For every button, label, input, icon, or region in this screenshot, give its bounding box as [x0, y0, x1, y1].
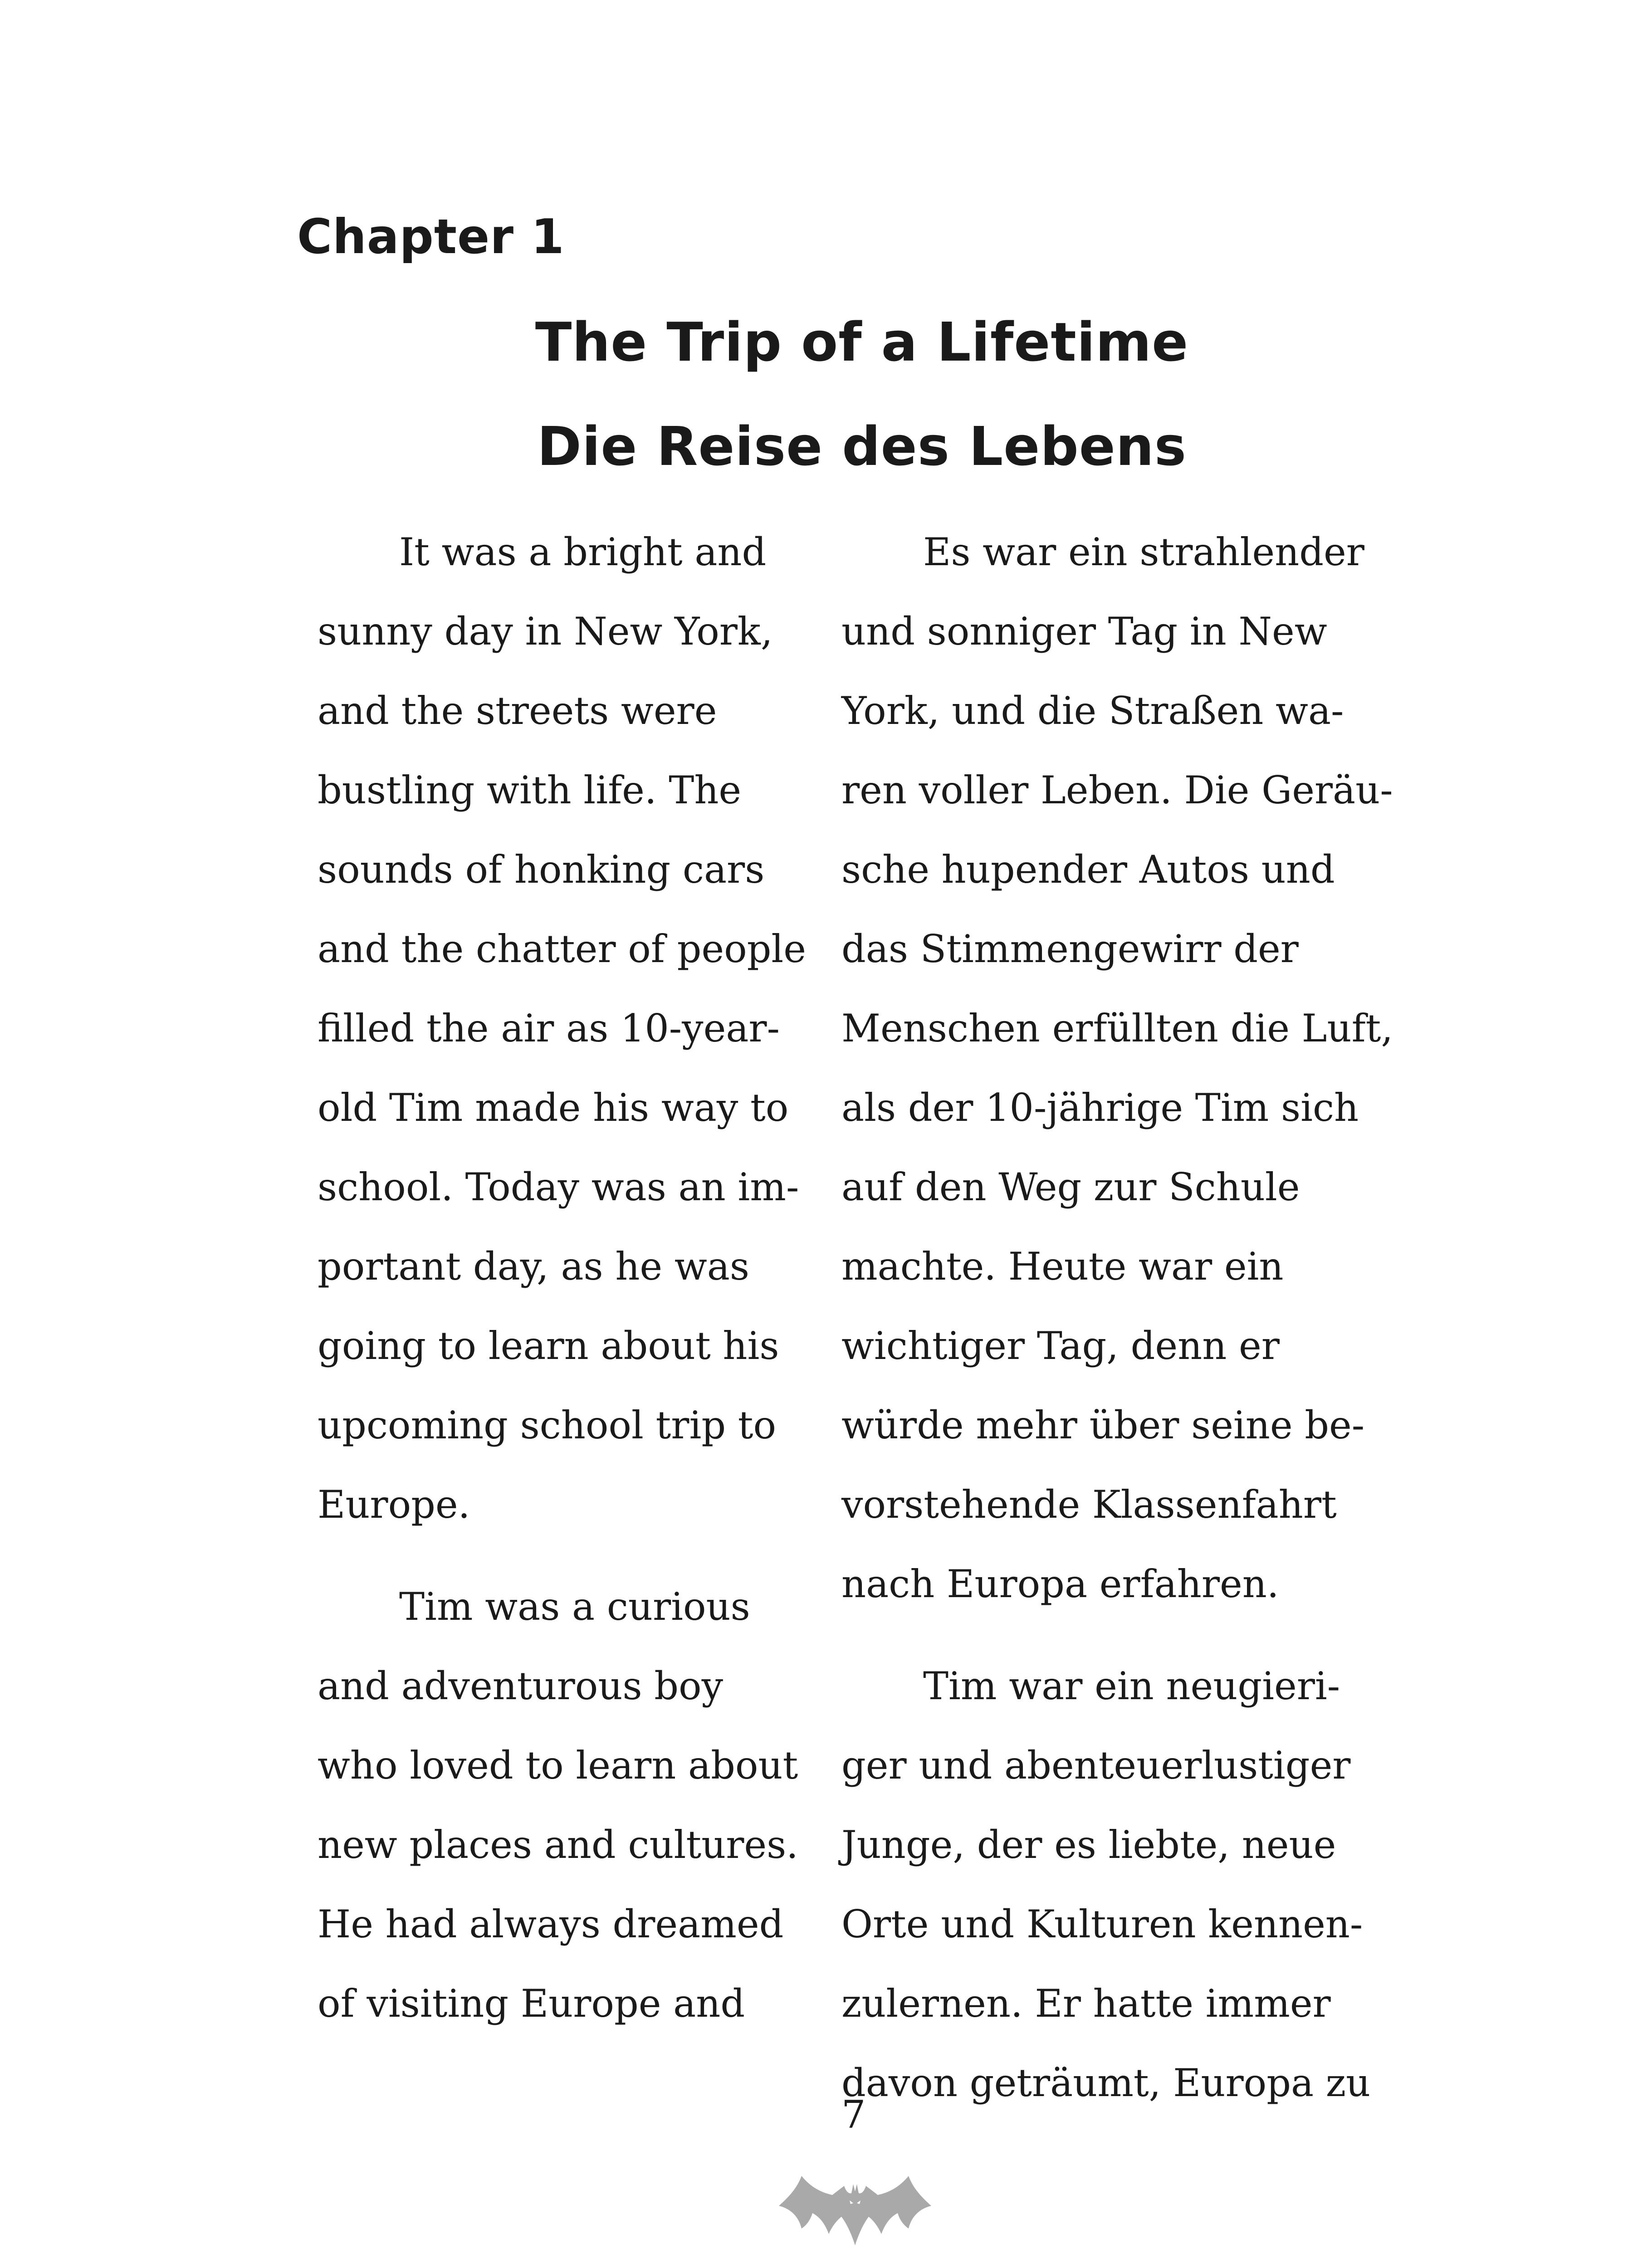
text-line: Tim was a curious	[399, 1584, 750, 1629]
text-line: He had always dreamed	[318, 1902, 784, 1946]
text-line: Orte und Kulturen kennen-	[841, 1902, 1363, 1946]
text-line: und sonniger Tag in New	[841, 609, 1327, 654]
text-line: würde mehr über seine be-	[841, 1403, 1365, 1447]
text-line: York, und die Straßen wa-	[841, 689, 1344, 733]
text-line: sunny day in New York,	[318, 609, 773, 654]
text-line: of visiting Europe and	[318, 1981, 745, 2026]
text-line: Tim war ein neugieri-	[923, 1664, 1340, 1708]
page-number: 7	[841, 2092, 866, 2137]
text-line: als der 10-jährige Tim sich	[841, 1085, 1359, 1130]
text-line: Es war ein strahlender	[923, 530, 1364, 574]
text-line: ger und abenteuerlustiger	[841, 1743, 1351, 1788]
text-line: new places and cultures.	[318, 1823, 798, 1867]
text-line: going to learn about his	[318, 1324, 779, 1368]
text-line: auf den Weg zur Schule	[841, 1165, 1300, 1209]
text-line: portant day, as he was	[318, 1244, 749, 1289]
text-line: vorstehende Klassenfahrt	[841, 1482, 1337, 1527]
text-line: machte. Heute war ein	[841, 1244, 1284, 1289]
text-line: zulernen. Er hatte immer	[841, 1981, 1331, 2026]
text-line: and adventurous boy	[318, 1664, 724, 1708]
german-column	[841, 513, 1393, 2123]
paragraph	[841, 1647, 1393, 2123]
bat-icon	[769, 2166, 941, 2248]
text-line: das Stimmengewirr der	[841, 927, 1299, 971]
text-line: filled the air as 10-year-	[318, 1006, 780, 1051]
text-line: wichtiger Tag, denn er	[841, 1324, 1280, 1368]
text-line: It was a bright and	[399, 530, 767, 574]
chapter-label: Chapter 1	[297, 209, 565, 264]
text-line: davon geträumt, Europa zu	[841, 2061, 1371, 2105]
text-line: Junge, der es liebte, neue	[841, 1823, 1336, 1867]
text-line: sche hupender Autos und	[841, 847, 1335, 892]
text-line: old Tim made his way to	[318, 1085, 789, 1130]
text-line: upcoming school trip to	[318, 1403, 777, 1447]
text-line: nach Europa erfahren.	[841, 1562, 1279, 1606]
text-line: who loved to learn about	[318, 1743, 798, 1788]
paragraph	[318, 513, 806, 1545]
text-line: and the streets were	[318, 689, 717, 733]
paragraph	[841, 513, 1393, 1624]
text-line: school. Today was an im-	[318, 1165, 799, 1209]
chapter-title-english: The Trip of a Lifetime	[535, 311, 1189, 373]
text-line: and the chatter of people	[318, 927, 806, 971]
paragraph	[318, 1567, 806, 2043]
text-line: Menschen erfüllten die Luft,	[841, 1006, 1393, 1051]
english-column	[318, 513, 806, 2043]
text-line: bustling with life. The	[318, 768, 742, 812]
text-line: sounds of honking cars	[318, 847, 765, 892]
chapter-title-german: Die Reise des Lebens	[537, 415, 1187, 478]
text-line: ren voller Leben. Die Geräu-	[841, 768, 1393, 812]
text-line: Europe.	[318, 1482, 470, 1527]
